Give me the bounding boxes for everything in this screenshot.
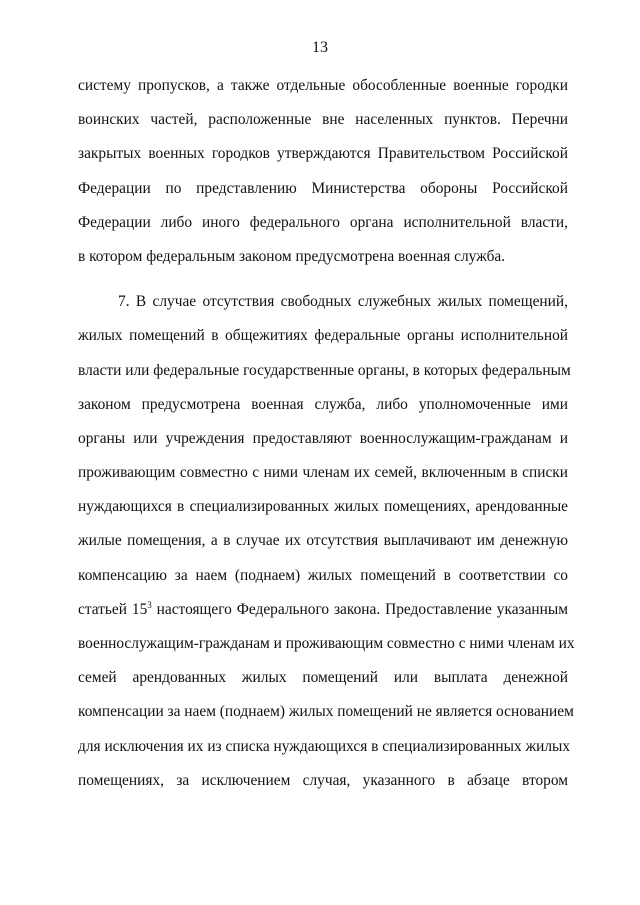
text-segment: статьей 15 [78, 600, 148, 618]
text-line: семей арендованных жилых помещений или выплата денежной [78, 669, 568, 687]
text-line: законом предусмотрена военная служба, либо уполномоченные ими [78, 395, 568, 413]
text-line: 7. В случае отсутствия свободных служебных жилых помещений, [118, 293, 568, 311]
text-line: проживающим совместно с ними членам их семей, включенным в списки [78, 464, 568, 482]
text-segment: настоящего Федерального закона. Предоставление указанным [151, 600, 568, 618]
text-line: в котором федеральным законом предусмотрена военная служба. [78, 247, 506, 265]
text-line: закрытых военных городков утверждаются Правительством Российской [78, 145, 568, 163]
text-line: жилые помещения, а в случае их отсутствия выплачивают им денежную [78, 532, 568, 550]
text-line: систему пропусков, а также отдельные обособленные военные городки [78, 77, 568, 94]
text-line: компенсацию за наем (поднаем) жилых помещений в соответствии со [78, 566, 568, 584]
text-line: Федерации по представлению Министерства обороны Российской [78, 179, 568, 197]
text-line: нуждающихся в специализированных жилых помещениях, арендованные [78, 498, 568, 516]
text-line: воинских частей, расположенные вне населенных пунктов. Перечни [78, 111, 568, 129]
paragraph-spacer [78, 281, 568, 292]
text-line: Федерации либо иного федерального органа исполнительной власти, [78, 213, 568, 231]
text-line: органы или учреждения предоставляют военнослужащим-гражданам и [78, 429, 568, 447]
text-line-with-superscript [78, 600, 568, 634]
text-line: помещениях, за исключением случая, указанного в абзаце втором [78, 771, 568, 789]
page-number: 13 [312, 39, 328, 56]
text-line: военнослужащим-гражданам и проживающим совместно с ними членам их [78, 635, 575, 652]
text-line: власти или федеральные государственные органы, в которых федеральным [78, 361, 571, 379]
text-line: жилых помещений в общежитиях федеральные органы исполнительной [78, 327, 568, 345]
paragraph-item-7 [78, 292, 575, 805]
superscript-article-index: 3 [147, 599, 152, 610]
text-line: для исключения их из списка нуждающихся в специализированных жилых [78, 737, 571, 755]
paragraph-continuation [78, 76, 568, 281]
document-body [78, 76, 575, 805]
text-line: компенсации за наем (поднаем) жилых помещений не является основанием [78, 703, 574, 721]
